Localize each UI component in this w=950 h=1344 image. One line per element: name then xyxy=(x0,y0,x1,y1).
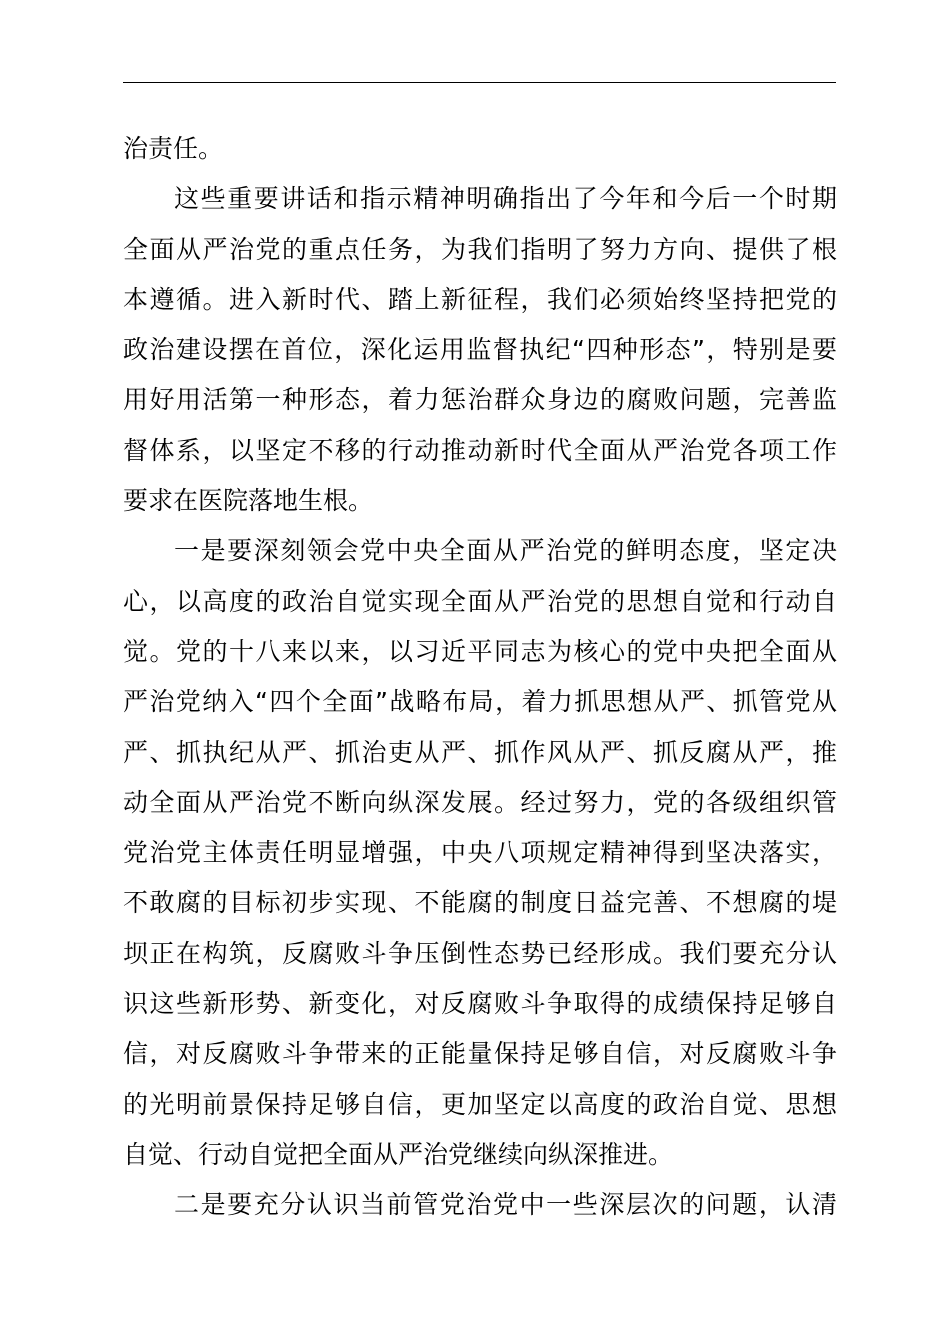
text-line: 心，以高度的政治自觉实现全面从严治党的思想自觉和行动自 xyxy=(123,586,837,616)
text-line: 治责任。 xyxy=(123,134,224,163)
text-line: 政治建设摆在首位，深化运用监督执纪“四种形态”，特别是要 xyxy=(123,335,837,365)
text-line: 二是要充分认识当前管党治党中一些深层次的问题，认清 xyxy=(174,1190,837,1220)
text-line: 本遵循。进入新时代、踏上新征程，我们必须始终坚持把党的 xyxy=(123,284,837,314)
text-line: 严、抓执纪从严、抓治吏从严、抓作风从严、抓反腐从严，推 xyxy=(123,737,837,767)
text-line: 识这些新形势、新变化，对反腐败斗争取得的成绩保持足够自 xyxy=(123,989,837,1019)
text-line: 不敢腐的目标初步实现、不能腐的制度日益完善、不想腐的堤 xyxy=(123,888,837,918)
text-line: 坝正在构筑，反腐败斗争压倒性态势已经形成。我们要充分认 xyxy=(123,938,837,968)
text-line: 觉。党的十八来以来，以习近平同志为核心的党中央把全面从 xyxy=(123,636,837,666)
text-line: 党治党主体责任明显增强，中央八项规定精神得到坚决落实， xyxy=(123,838,837,868)
text-line: 信，对反腐败斗争带来的正能量保持足够自信，对反腐败斗争 xyxy=(123,1039,837,1069)
text-line: 全面从严治党的重点任务，为我们指明了努力方向、提供了根 xyxy=(123,234,837,264)
text-line: 动全面从严治党不断向纵深发展。经过努力，党的各级组织管 xyxy=(123,787,837,817)
text-line: 严治党纳入“四个全面”战略布局，着力抓思想从严、抓管党从 xyxy=(123,687,837,717)
text-line: 用好用活第一种形态，着力惩治群众身边的腐败问题，完善监 xyxy=(123,385,837,415)
text-line: 要求在医院落地生根。 xyxy=(123,486,374,516)
text-line: 这些重要讲话和指示精神明确指出了今年和今后一个时期 xyxy=(174,184,837,214)
header-divider xyxy=(123,82,836,83)
text-line: 自觉、行动自觉把全面从严治党继续向纵深推进。 xyxy=(123,1139,674,1169)
body-text xyxy=(123,124,837,1231)
text-line: 督体系，以坚定不移的行动推动新时代全面从严治党各项工作 xyxy=(123,435,837,465)
text-line: 一是要深刻领会党中央全面从严治党的鲜明态度，坚定决 xyxy=(174,536,837,566)
text-line: 的光明前景保持足够自信，更加坚定以高度的政治自觉、思想 xyxy=(123,1089,837,1119)
